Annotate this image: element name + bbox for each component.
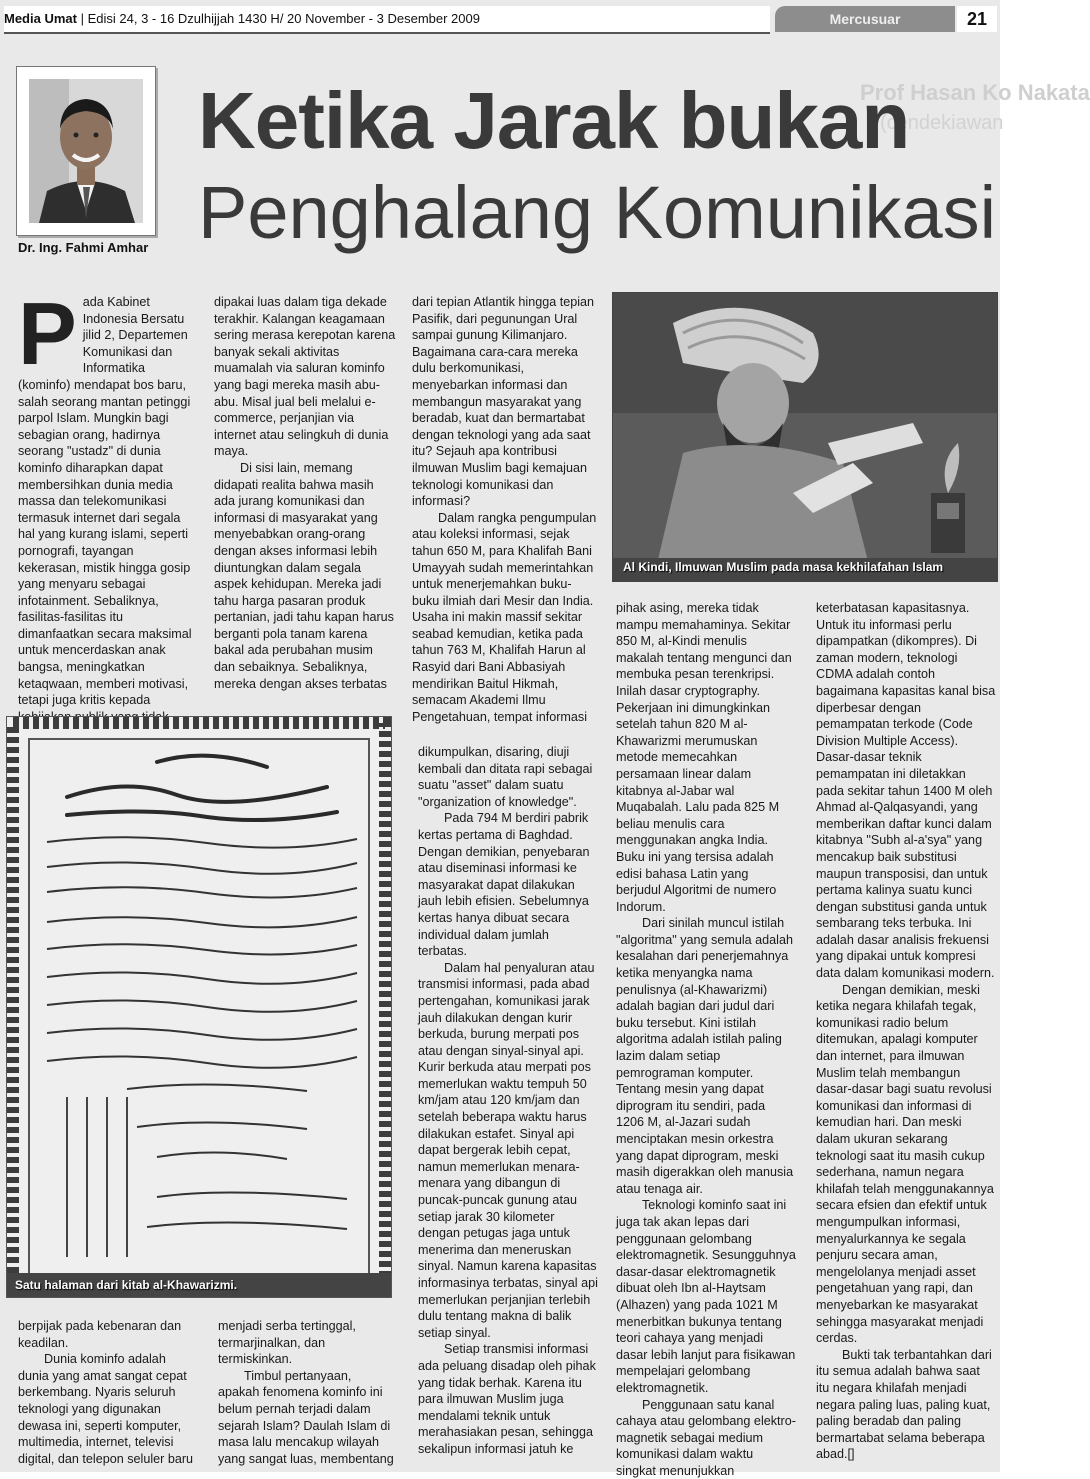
paragraph: Teknologi kominfo saat ini juga tak akan lepas dari penggunaan gelombang elektromagnetik. Sesungguhnya dasar-dasar elektromagnetik dibuat oleh Ibn al-Haytsam (Alhazen) yang pada 1021 M menerbitkan bukunya tentang teori cahaya yang menjadi dasar lebih lanjut para fisikawan mempelajari gelombang elektromagnetik. bbox=[616, 1197, 796, 1396]
column-4 bbox=[616, 600, 796, 1479]
paragraph: pihak asing, mereka tidak mampu memahaminya. Sekitar 850 M, al-Kindi menulis makalah tentang mengunci dan membuka pesan terenkripsi. Inilah dasar cryptography. Pekerjaan ini dimungkinkan setelah tahun 820 M al-Khawarizmi merumuskan metode memecahkan persamaan linear dalam kitabnya al-Jabar wal Muqabalah. Lalu pada 825 M beliau menulis cara menggunakan angka India. Buku ini yang tersisa adalah edisi bahasa Latin yang berjudul Algoritmi de numero Indorum. bbox=[616, 600, 796, 915]
column-1-bottom bbox=[18, 1318, 198, 1467]
drop-cap: P bbox=[18, 298, 77, 370]
edition-info: Edisi 24, 3 - 16 Dzulhijjah 1430 H/ 20 November - 3 Desember 2009 bbox=[88, 11, 480, 26]
paragraph: Setiap transmisi informasi ada peluang disadap oleh pihak yang tidak berhak. Karena itu para ilmuwan Muslim juga mendalami teknik untuk merahasiakan pesan, sehingga sekalipun informasi jatuh ke bbox=[418, 1341, 600, 1457]
al-kindi-caption: Al Kindi, Ilmuwan Muslim pada masa kekhilafahan Islam bbox=[623, 560, 943, 574]
column-3-bottom bbox=[418, 744, 600, 1458]
khawarizmi-book-image bbox=[6, 716, 392, 1298]
paragraph: dipakai luas dalam tiga dekade terakhir. Kalangan keagamaan sering merasa kerepotan karena banyak sekali aktivitas muamalah via saluran kominfo yang bagi mereka masih abu-abu. Misal jual beli melalui e-commerce, perjanjian via internet atau selingkuh di dunia maya. bbox=[214, 294, 396, 460]
page-number: 21 bbox=[957, 6, 997, 32]
paragraph: Dari sinilah muncul istilah "algoritma" yang semula adalah kesalahan dari penerjemahnya ketika menyangka nama penulisnya (al-Khawarizmi) adalah bagian dari judul dari buku tersebut. Kini istilah algoritma adalah istilah paling lazim dalam setiap pemrograman komputer. Tentang mesin yang dapat diprogram itu sendiri, pada 1206 M, al-Jazari sudah menciptakan mesin orkestra yang dapat diprogram, meski masih digerakkan oleh manusia atau tenaga air. bbox=[616, 915, 796, 1197]
paragraph: Dengan demikian, meski ketika negara khilafah tegak, komunikasi radio belum ditemukan, apalagi komputer dan internet, para ilmuwan Muslim telah membangun dasar-dasar bagi suatu revolusi komunikasi dan informasi di kemudian hari. Dan meski dalam ukuran sekarang teknologi saat itu masih cukup sederhana, namun negara khilafah telah menggunakannya secara efsien dan efektif untuk mengumpulkan informasi, menyalurkannya ke segala penjuru secara aman, mengelolanya menjadi asset pengetahuan yang rapi, dan menyebarkan ke masyarakat sehingga masyarakat menjadi cerdas. bbox=[816, 982, 996, 1347]
paragraph: Dalam hal penyaluran atau transmisi informasi, pada abad pertengahan, komunikasi jarak jauh dilakukan dengan kurir berkuda, burung merpati pos atau dengan sinyal-sinyal api. Kurir berkuda atau merpati pos memerlukan waktu tempuh 50 km/jam atau 120 km/jam dan setelah beberapa waktu harus dilakukan estafet. Sinyal api dapat bergerak lebih cepat, namun memerlukan menara-menara yang dibangun di puncak-puncak gunung atau setiap jarak 30 kilometer dengan petugas jaga untuk menerima dan meneruskan sinyal. Namun karena kapasitas informasinya terbatas, sinyal api memerlukan perjanjian terlebih dulu tentang makna di balik setiap sinyal. bbox=[418, 960, 600, 1342]
masthead-line bbox=[4, 6, 770, 34]
header-separator: | bbox=[81, 11, 88, 26]
author-name: Dr. Ing. Fahmi Amhar bbox=[18, 240, 168, 255]
paragraph: menjadi serba tertinggal, termarjinalkan, dan termiskinkan. bbox=[218, 1318, 394, 1368]
author-photo-frame bbox=[16, 66, 156, 236]
page-header bbox=[0, 0, 1000, 36]
paragraph: Dunia kominfo adalah dunia yang amat sangat cepat berkembang. Nyaris seluruh teknologi yang digunakan dewasa ini, seperti komputer, multimedia, internet, televisi digital, dan telepon seluler baru bbox=[18, 1351, 198, 1467]
paragraph: ada Kabinet Indonesia Bersatu jilid 2, Departemen Komunikasi dan Informatika (kominfo) mendapat bos baru, salah seorang mantan petinggi parpol Islam. Mungkin bagi sebagian orang, hadirnya seorang "ustadz" di dunia kominfo diharapkan dapat membersihkan dunia media massa dan telekomunikasi termasuk internet dari segala hal yang kurang islami, seperti pornografi, tayangan kekerasan, mistik hingga gosip yang menyaru sebagai infotainment. Sebaliknya, fasilitas-fasilitas itu dimanfaatkan secara maksimal untuk mencerdaskan anak bangsa, meningkatkan ketaqwaan, memberi motivasi, tetapi juga kritis kepada bbox=[18, 294, 198, 725]
column-3-top bbox=[412, 294, 598, 725]
khawarizmi-caption: Satu halaman dari kitab al-Khawarizmi. bbox=[15, 1278, 237, 1292]
paragraph: berpijak pada kebenaran dan keadilan. bbox=[18, 1318, 198, 1351]
background-headline-1: Prof Hasan Ko Nakata bbox=[860, 80, 1090, 106]
paragraph: Dalam rangka pengumpulan atau koleksi informasi, sejak tahun 650 M, para Khalifah Bani Umayyah sudah memerintahkan untuk menerjemahkan buku-buku ilmiah dari Mesir dan India. Usaha ini makin massif sekitar seabad kemudian, ketika pada tahun 763 M, Khalifah Harun al Rasyid dari Bani Abbasiyah mendirikan Baitul Hikmah, semacam Akademi Ilmu Pengetahuan, tempat informasi bbox=[412, 510, 598, 726]
paragraph: dari tepian Atlantik hingga tepian Pasifik, dari pegunungan Ural sampai gunung Kilimanjaro. Bagaimana cara-cara mereka dulu berkomunikasi, menyebarkan informasi dan membangun masyarakat yang beradab, kuat dan bermartabat dengan teknologi yang ada saat itu? Sejauh apa kontribusi ilmuwan Muslim bagi kemajuan teknologi komunikasi dan informasi? bbox=[412, 294, 598, 510]
headline-line-1: Ketika Jarak bukan bbox=[198, 76, 909, 166]
column-1-top bbox=[18, 294, 198, 725]
column-2-bottom bbox=[218, 1318, 394, 1467]
paragraph: Penggunaan satu kanal cahaya atau gelombang elektro-magnetik sebagai medium komunikasi dalam waktu singkat menunjukkan bbox=[616, 1397, 796, 1479]
column-2-top bbox=[214, 294, 396, 692]
column-5 bbox=[816, 600, 996, 1463]
author-photo bbox=[29, 79, 143, 223]
publication-name: Media Umat bbox=[4, 11, 77, 26]
background-headline-2: (cendekiawan bbox=[880, 112, 1003, 135]
headline-line-2: Penghalang Komunikasi bbox=[198, 168, 996, 258]
paragraph: Timbul pertanyaan, apakah fenomena kominfo ini belum pernah terjadi dalam sejarah Islam? Daulah Islam di masa lalu mencakup wilayah yang sangat luas, membentang bbox=[218, 1368, 394, 1468]
paragraph: keterbatasan kapasitasnya. Untuk itu informasi perlu dipampatkan (dikompres). Di zaman modern, teknologi CDMA adalah contoh bagaimana kapasitas kanal bisa diperbesar dengan pemampatan terkode (Code Division Multiple Access). Dasar-dasar teknik pemampatan ini diletakkan pada sekitar tahun 1400 M oleh Ahmad al-Qalqasyandi, yang memberikan daftar kunci dalam kitabnya "Subh al-a'sya" yang mencakup baik substitusi maupun transposisi, dan untuk pertama kalinya suatu kunci dengan substitusi ganda untuk sembarang teks terbuka. Ini adalah dasar analisis frekuensi yang dipakai untuk kompresi data dalam komunikasi modern. bbox=[816, 600, 996, 982]
paragraph: dikumpulkan, disaring, diuji kembali dan ditata rapi sebagai suatu "asset" dalam suatu "organization of knowledge". bbox=[418, 744, 600, 810]
paragraph: Di sisi lain, memang didapati realita bahwa masih ada jurang komunikasi dan informasi di masyarakat yang menyebabkan orang-orang dengan akses informasi lebih diuntungkan dalam segala aspek kehidupan. Mereka jadi tahu harga pasaran produk pertanian, jadi tahu kapan harus berganti pola tanam karena bakal ada perubahan musim dan sebaiknya. Sebaliknya, mereka dengan akses terbatas bbox=[214, 460, 396, 692]
section-tab: Mercusuar bbox=[775, 6, 955, 32]
al-kindi-illustration bbox=[612, 292, 998, 582]
paragraph: Pada 794 M berdiri pabrik kertas pertama di Baghdad. Dengan demikian, penyebaran atau diseminasi informasi ke masyarakat dapat dilakukan jauh lebih efisien. Sebelumnya kertas hanya dibuat secara individual dalam jumlah terbatas. bbox=[418, 810, 600, 959]
paragraph: Bukti tak terbantahkan dari itu semua adalah bahwa saat itu negara khilafah menjadi negara paling luas, paling kuat, paling beradab dan paling bermartabat selama beberapa abad.[] bbox=[816, 1347, 996, 1463]
